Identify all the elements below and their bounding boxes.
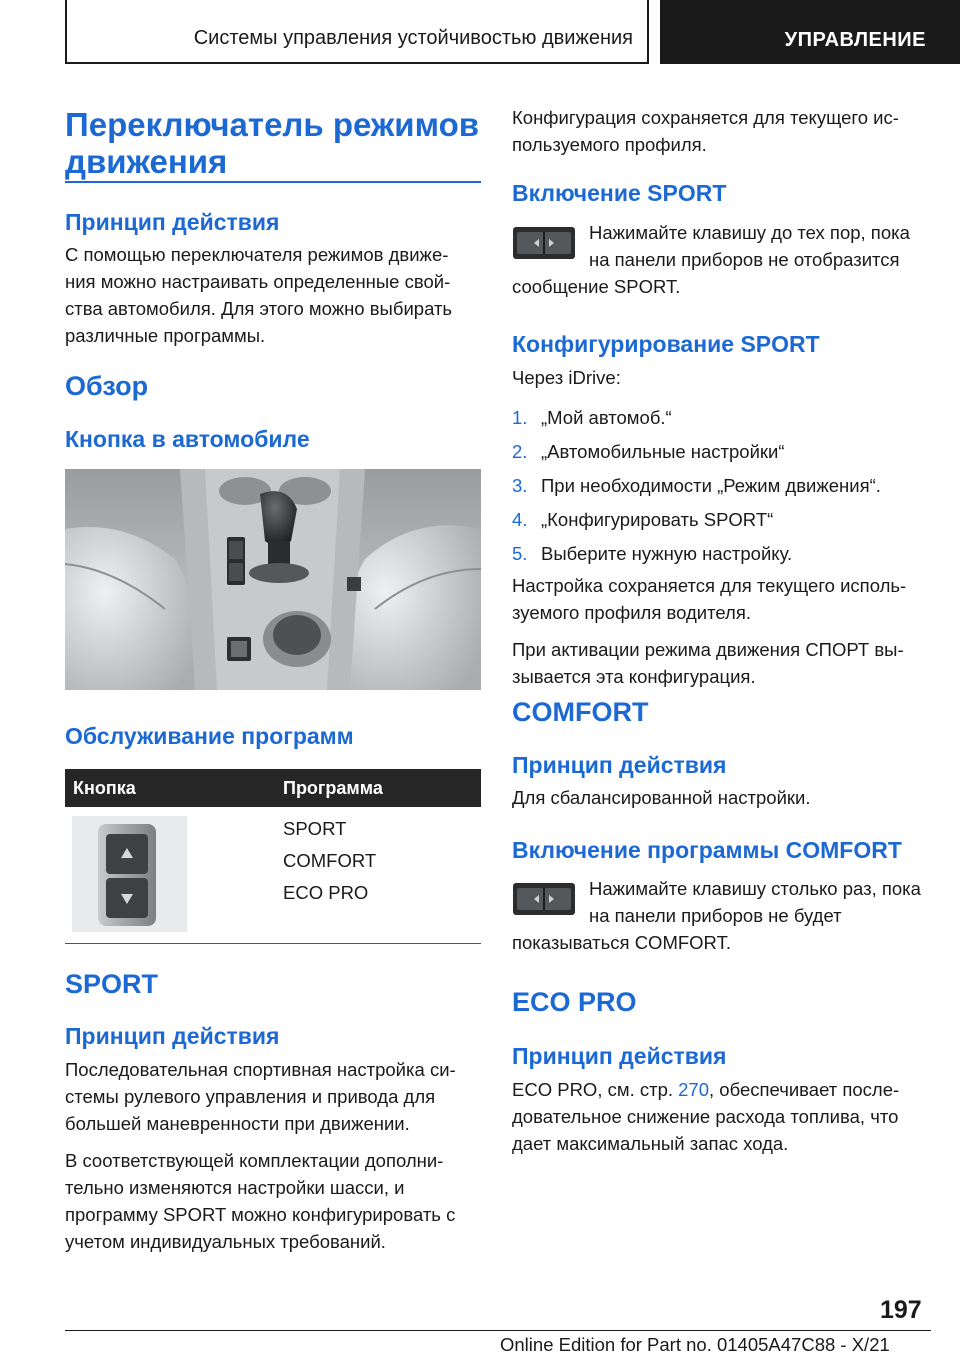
sport-on-line-3: сообщение SPORT. bbox=[512, 276, 681, 297]
table-col-button: Кнопка bbox=[73, 778, 136, 798]
eco-line-1: ECO PRO, см. стр. 270, обеспечивает после- bbox=[512, 1079, 900, 1100]
table-col-program: Программа bbox=[283, 778, 383, 798]
overview-heading: Обзор bbox=[65, 371, 149, 401]
intro-text bbox=[512, 104, 932, 158]
comfort-on-line-2: на панели приборов не будет bbox=[589, 905, 842, 926]
section-header bbox=[660, 0, 960, 64]
comfort-principle-heading: Принцип действия bbox=[512, 752, 727, 778]
programs-table-header bbox=[65, 769, 481, 807]
programs-heading: Обслуживание программ bbox=[65, 723, 354, 749]
comfort-heading: COMFORT bbox=[512, 697, 649, 727]
intro-line-1: Конфигурация сохраняется для текущего ис- bbox=[512, 107, 899, 128]
sport-line-2: стемы рулевого управления и привода для bbox=[65, 1086, 436, 1107]
principle-line-3: ства автомобиля. Для этого можно выбирать bbox=[65, 298, 453, 319]
program-sport: SPORT bbox=[283, 818, 347, 839]
eco-principle-heading: Принцип действия bbox=[512, 1043, 727, 1069]
sport-heading: SPORT bbox=[65, 969, 159, 999]
sport-text bbox=[65, 1056, 481, 1255]
sport-on-line-1: Нажимайте клавишу до тех пор, пока bbox=[589, 222, 910, 243]
step-3: 3. При необходимости „Режим движения“. bbox=[512, 475, 881, 496]
page-title-line2: движения bbox=[65, 143, 228, 180]
principle-heading: Принцип действия bbox=[65, 209, 280, 235]
program-eco-pro: ECO PRO bbox=[283, 882, 369, 903]
comfort-principle-text: Для сбалансированной настройки. bbox=[512, 787, 811, 808]
sport-line-5: тельно изменяются настройки шасси, и bbox=[65, 1177, 405, 1198]
sport-line-4: В соответствующей комплектации дополни- bbox=[65, 1150, 444, 1171]
step-2: 2. „Автомобильные настройки“ bbox=[512, 441, 785, 462]
step-1: 1. „Мой автомоб.“ bbox=[512, 407, 672, 428]
car-interior-photo bbox=[65, 469, 481, 690]
switch-button-icon bbox=[512, 226, 576, 265]
section-title: УПРАВЛЕНИЕ bbox=[784, 29, 926, 51]
page-ref-link[interactable]: 270 bbox=[678, 1079, 710, 1100]
after-steps-line-1: Настройка сохраняется для текущего исполь- bbox=[512, 575, 907, 596]
comfort-on-heading: Включение программы COMFORT bbox=[512, 837, 902, 863]
comfort-on-text-top bbox=[589, 875, 934, 929]
intro-line-2: пользуемого профиля. bbox=[512, 134, 707, 155]
mode-switch-image bbox=[72, 816, 187, 932]
eco-pro-heading: ECO PRO bbox=[512, 987, 637, 1017]
program-comfort: COMFORT bbox=[283, 850, 377, 871]
page-title-line1: Переключатель режимов bbox=[65, 106, 480, 143]
sport-line-6: программу SPORT можно конфигурировать с bbox=[65, 1204, 456, 1225]
principle-line-4: различные программы. bbox=[65, 325, 266, 346]
after-steps-line-4: зывается эта конфигурация. bbox=[512, 666, 756, 687]
page-number: 197 bbox=[880, 1296, 922, 1324]
sport-principle-heading: Принцип действия bbox=[65, 1023, 280, 1049]
footer-divider bbox=[65, 1330, 931, 1331]
step-4: 4. „Конфигурировать SPORT“ bbox=[512, 509, 774, 530]
comfort-on-line-3: показываться COMFORT. bbox=[512, 932, 731, 953]
after-steps-line-2: зуемого профиля водителя. bbox=[512, 602, 752, 623]
sport-on-text-top bbox=[589, 219, 934, 273]
after-steps-line-3: При активации режима движения СПОРТ вы- bbox=[512, 639, 904, 660]
comfort-on-line-1: Нажимайте клавишу столько раз, пока bbox=[589, 878, 921, 899]
after-steps-text bbox=[512, 572, 932, 690]
chapter-header bbox=[65, 0, 649, 64]
table-bottom-rule bbox=[65, 943, 481, 944]
sport-on-heading: Включение SPORT bbox=[512, 180, 727, 206]
step-5: 5. Выберите нужную настройку. bbox=[512, 543, 793, 564]
eco-line-2: довательное снижение расхода топлива, что bbox=[512, 1106, 899, 1127]
eco-line-3: дает максимальный запас хода. bbox=[512, 1133, 789, 1154]
via-idrive: Через iDrive: bbox=[512, 367, 621, 388]
title-divider bbox=[65, 181, 481, 183]
switch-button-icon-2 bbox=[512, 882, 576, 921]
principle-line-1: С помощью переключателя режимов движе- bbox=[65, 244, 449, 265]
sport-line-1: Последовательная спортивная настройка си- bbox=[65, 1059, 456, 1080]
sport-on-line-2: на панели приборов не отобразится bbox=[589, 249, 900, 270]
principle-text bbox=[65, 241, 481, 349]
button-in-car-heading: Кнопка в автомобиле bbox=[65, 426, 310, 452]
chapter-title: Системы управления устойчивостью движения bbox=[193, 27, 633, 49]
principle-line-2: ния можно настраивать определенные свой- bbox=[65, 271, 451, 292]
edition-footer: Online Edition for Part no. 01405A47C88 - X/21 bbox=[500, 1334, 890, 1355]
sport-line-7: учетом индивидуальных требований. bbox=[65, 1231, 386, 1252]
eco-text bbox=[512, 1076, 932, 1157]
sport-config-heading: Конфигурирование SPORT bbox=[512, 331, 820, 357]
sport-line-3: большей маневренности при движении. bbox=[65, 1113, 410, 1134]
